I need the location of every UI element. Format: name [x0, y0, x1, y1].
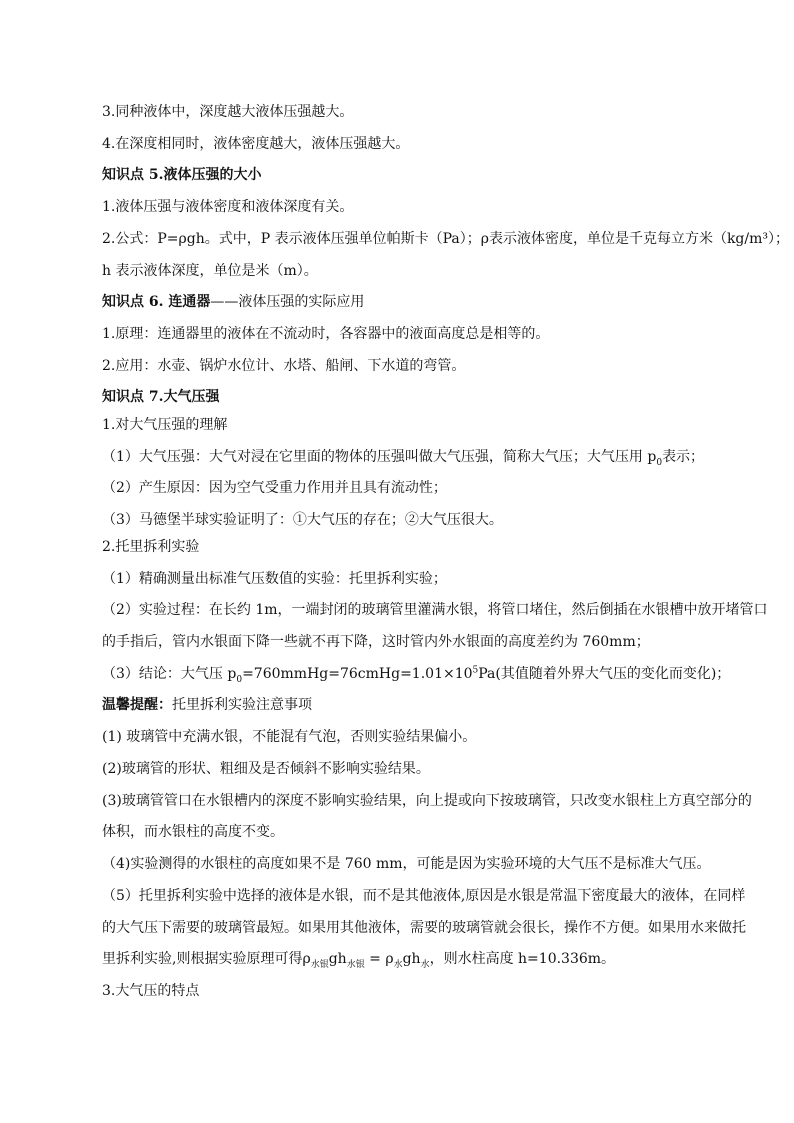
text-line: （4)实验测得的水银柱的高度如果不是 760 mm，可能是因为实验环境的大气压不是标准大气压。	[102, 856, 711, 872]
text-part: （1）大气压强：大气对浸在它里面的物体的压强叫做大气压强，简称大气压；大气压用 p	[102, 449, 657, 465]
text-part: = ρ	[364, 951, 394, 967]
text-line: (2)玻璃管的形状、粗细及是否倾斜不影响实验结果。	[102, 761, 430, 777]
text-line: （2）产生原因：因为空气受重力作用并且具有流动性；	[102, 480, 447, 496]
text-line: 的手指后，管内水银面下降一些就不再下降，这时管内外水银面的高度差约为 760mm；	[102, 634, 650, 650]
superscript: 5	[472, 665, 479, 676]
subscript: 0	[236, 674, 243, 685]
text-line: （3）马德堡半球实验证明了：①大气压的存在；②大气压很大。	[102, 512, 503, 528]
text-line: （1）精确测量出标准气压数值的实验：托里拆利实验；	[102, 571, 447, 587]
text-part: ，则水柱高度 h=10.336m。	[429, 951, 616, 967]
section-heading: 知识点 5.液体压强的大小	[102, 167, 262, 183]
text-part: gh	[328, 951, 347, 967]
section-heading	[102, 292, 364, 312]
text-line: 2.公式：P=ρgh。式中，P 表示液体压强单位帕斯卡（Pa）；ρ表示液体密度，单位是千克每立方米（kg/m³）；	[102, 231, 790, 247]
heading-rest-part: ——液体压强的实际应用	[210, 294, 365, 310]
subscript: 水	[393, 959, 403, 970]
text-line: 3.同种液体中，深度越大液体压强越大。	[102, 104, 354, 120]
subscript: 0	[656, 457, 663, 468]
tip-text: 托里拆利实验注意事项	[172, 697, 312, 713]
text-part: gh	[402, 951, 421, 967]
text-line: （5）托里拆利实验中选择的液体是水银，而不是其他液体,原因是水银是常温下密度最大的液体，在同样	[102, 888, 746, 904]
text-line: （2）实验过程：在长约 1m，一端封闭的玻璃管里灌满水银，将管口堵住，然后倒插在水银槽中放开堵管口	[102, 602, 768, 618]
text-line: 2.应用：水壶、锅炉水位计、水塔、船闸、下水道的弯管。	[102, 358, 466, 374]
text-line: 1.液体压强与液体密度和液体深度有关。	[102, 199, 354, 215]
text-part: 表示；	[662, 449, 705, 465]
text-line: 3.大气压的特点	[102, 983, 200, 999]
subscript: 水银	[346, 959, 365, 970]
text-line: 2.托里拆利实验	[102, 539, 200, 555]
subscript: 水银	[310, 959, 329, 970]
text-line: 4.在深度相同时，液体密度越大，液体压强越大。	[102, 136, 410, 152]
text-line: (1) 玻璃管中充满水银，不能混有气泡，否则实验结果偏小。	[102, 729, 477, 745]
text-line	[102, 447, 704, 467]
text-line	[102, 949, 615, 969]
heading-bold-part: 知识点 6. 连通器	[102, 294, 211, 310]
section-heading: 知识点 7.大气压强	[102, 389, 220, 405]
tip-label: 温馨提醒：	[102, 697, 172, 713]
text-line: 1.对大气压强的理解	[102, 417, 228, 433]
text-line: h 表示液体深度，单位是米（m）。	[102, 263, 318, 279]
subscript: 水	[420, 959, 430, 970]
text-part: （3）结论：大气压 p	[102, 666, 237, 682]
text-part: 里拆利实验,则根据实验原理可得ρ	[102, 951, 311, 967]
text-line: (3)玻璃管管口在水银槽内的深度不影响实验结果，向上提或向下按玻璃管，只改变水银柱上方真空部分的	[102, 793, 752, 809]
text-line: 体积，而水银柱的高度不变。	[102, 824, 284, 840]
text-line: 1.原理：连通器里的液体在不流动时，各容器中的液面高度总是相等的。	[102, 326, 550, 342]
text-line	[102, 664, 730, 684]
tip-heading	[102, 695, 312, 715]
text-part: Pa(其值随着外界大气压的变化而变化)；	[478, 666, 731, 682]
text-line: 的大气压下需要的玻璃管最短。如果用其他液体，需要的玻璃管就会很长，操作不方便。如果用水来做托	[102, 920, 746, 936]
text-part: =760mmHg=76cmHg=1.01×10	[242, 666, 473, 682]
